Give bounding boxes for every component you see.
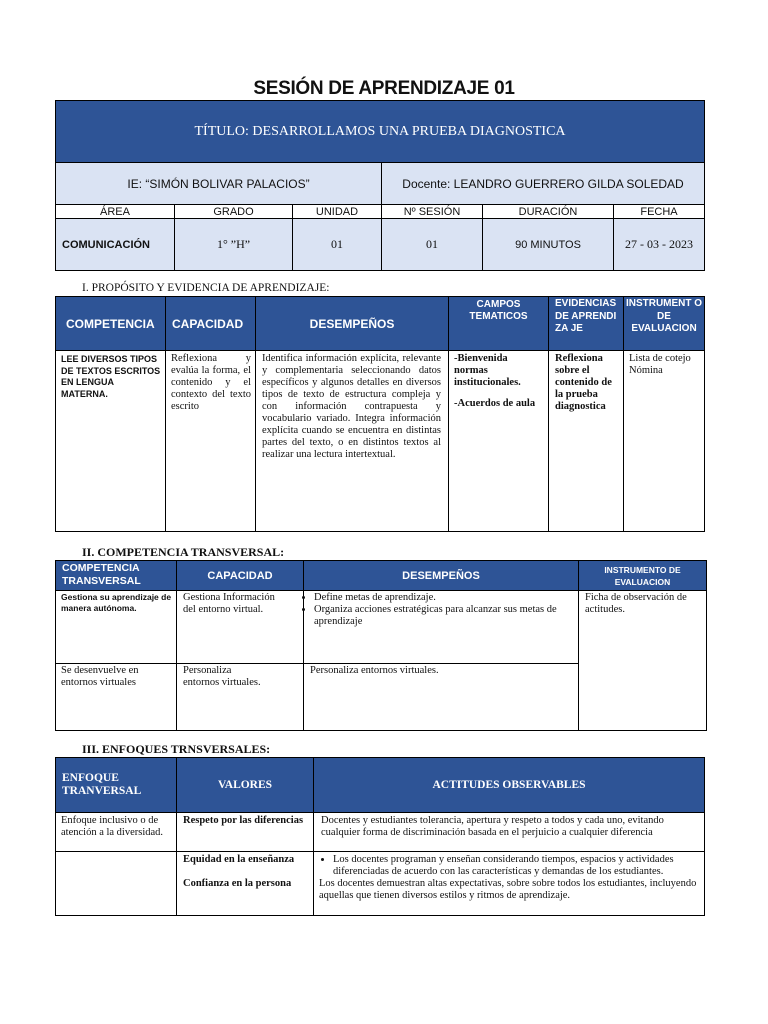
col-campos: CAMPOS TEMATICOS xyxy=(449,297,549,351)
enfoque-empty-cell xyxy=(56,852,177,916)
col-area: ÁREA xyxy=(56,205,175,219)
col-actitudes: ACTITUDES OBSERVABLES xyxy=(314,758,705,813)
duracion-value: 90 MINUTOS xyxy=(483,219,614,271)
desempenos-value: Identifica información explícita, relevante y complementaria seleccionando datos específicos y algunos detalles en diversos tipos de texto de estructura compleja y con información contrapuesta y vocabulario variado. Integra información explícita cuando se encuentra en distintas partes del texto, o en distintos textos al realizar una lectura intertextual. xyxy=(256,351,449,532)
ie-name: IE: “SIMÓN BOLIVAR PALACIOS” xyxy=(127,176,310,191)
transversal-capacidad-2: Personaliza entornos virtuales. xyxy=(177,664,304,731)
section-1-heading: I. PROPÓSITO Y EVIDENCIA DE APRENDIZAJE: xyxy=(82,282,330,294)
col-enfoque: ENFOQUE TRANVERSAL xyxy=(56,758,177,813)
area-value: COMUNICACIÓN xyxy=(56,219,175,271)
actitud-expectativas: Los docentes demuestran altas expectativas, sobre sobre todos los estudiantes, incluyendo aquellas que tienen diversos estilos y ritmos de aprendizaje. xyxy=(319,878,697,901)
purpose-table xyxy=(55,296,705,532)
col-valores: VALORES xyxy=(177,758,314,813)
session-title: TÍTULO: DESARROLLAMOS UNA PRUEBA DIAGNOSTICA xyxy=(194,123,566,139)
col-fecha: FECHA xyxy=(614,205,705,219)
desempeno-item: • Define metas de aprendizaje. xyxy=(314,592,574,604)
grado-value: 1° ”H” xyxy=(175,219,293,271)
evidencias-value: Reflexiona sobre el contenido de la prueba diagnostica xyxy=(549,351,624,532)
session-title-cell xyxy=(56,101,705,163)
col-desempenos-2: DESEMPEÑOS xyxy=(304,561,579,591)
sesion-value: 01 xyxy=(382,219,483,271)
col-instrumento: INSTRUMENT O DE EVALUACION xyxy=(624,297,705,351)
valor-equidad: Equidad en la enseñanza xyxy=(183,854,295,865)
col-duracion: DURACIÓN xyxy=(483,205,614,219)
page-title: SESIÓN DE APRENDIZAJE 01 xyxy=(253,78,515,99)
unidad-value: 01 xyxy=(293,219,382,271)
col-instrumento-2: INSTRUMENTO DE EVALUACION xyxy=(579,561,707,591)
section-2-heading: II. COMPETENCIA TRANSVERSAL: xyxy=(82,545,285,559)
docente-cell xyxy=(382,163,705,205)
transversal-table xyxy=(55,560,707,731)
instrumento-value: Lista de cotejo Nómina xyxy=(624,351,705,532)
col-competencia: COMPETENCIA xyxy=(56,297,166,351)
valores-equidad-cell xyxy=(177,852,314,916)
transversal-desempenos-2: Personaliza entornos virtuales. xyxy=(304,664,579,731)
session-header-table xyxy=(55,100,705,271)
col-evidencias: EVIDENCIAS DE APRENDIZA JE xyxy=(549,297,624,351)
col-grado: GRADO xyxy=(175,205,293,219)
fecha-value: 27 - 03 - 2023 xyxy=(614,219,705,271)
actitud-respeto: Docentes y estudiantes tolerancia, apertura y respeto a todos y cada uno, evitando cualquier forma de discriminación basada en el perjuicio a cualquier diferencia xyxy=(314,813,705,852)
ie-cell xyxy=(56,163,382,205)
col-competencia-transversal: COMPETENCIA TRANSVERSAL xyxy=(56,561,177,591)
transversal-competencia-2: Se desenvuelve en entornos virtuales xyxy=(56,664,177,731)
actitud-item: • Los docentes programan y enseñan considerando tiempos, espacios y actividades diferenciadas de acuerdo con las características y demandas de los estudiantes. xyxy=(333,854,698,878)
docente-name: Docente: LEANDRO GUERRERO GILDA SOLEDAD xyxy=(402,176,684,191)
transversal-competencia-1: Gestiona su aprendizaje de manera autónoma. xyxy=(56,591,177,664)
section-3-heading: III. ENFOQUES TRNSVERSALES: xyxy=(82,742,271,756)
transversal-instrumento: Ficha de observación de actitudes. xyxy=(579,591,707,731)
col-capacidad-2: CAPACIDAD xyxy=(177,561,304,591)
competencia-value: LEE DIVERSOS TIPOS DE TEXTOS ESCRITOS EN LENGUA MATERNA. xyxy=(56,351,166,532)
col-capacidad: CAPACIDAD xyxy=(166,297,256,351)
transversal-capacidad-1: Gestiona Información del entorno virtual. xyxy=(177,591,304,664)
campos-item-1: -Bienvenida normas institucionales. xyxy=(454,353,521,388)
enfoque-value: Enfoque inclusivo o de atención a la diversidad. xyxy=(56,813,177,852)
transversal-desempenos-1 xyxy=(304,591,579,664)
col-sesion: Nº SESIÓN xyxy=(382,205,483,219)
desempeno-item: • Organiza acciones estratégicas para alcanzar sus metas de aprendizaje xyxy=(314,604,574,628)
campos-item-2: -Acuerdos de aula xyxy=(454,398,536,409)
actitudes-equidad-cell xyxy=(314,852,705,916)
campos-value xyxy=(449,351,549,532)
enfoques-table xyxy=(55,757,705,916)
capacidad-value: Reflexiona y evalúa la forma, el contenido y el contexto del texto escrito xyxy=(166,351,256,532)
col-desempenos: DESEMPEÑOS xyxy=(256,297,449,351)
col-unidad: UNIDAD xyxy=(293,205,382,219)
valor-confianza: Confianza en la persona xyxy=(183,878,292,889)
valor-respeto: Respeto por las diferencias xyxy=(177,813,314,852)
